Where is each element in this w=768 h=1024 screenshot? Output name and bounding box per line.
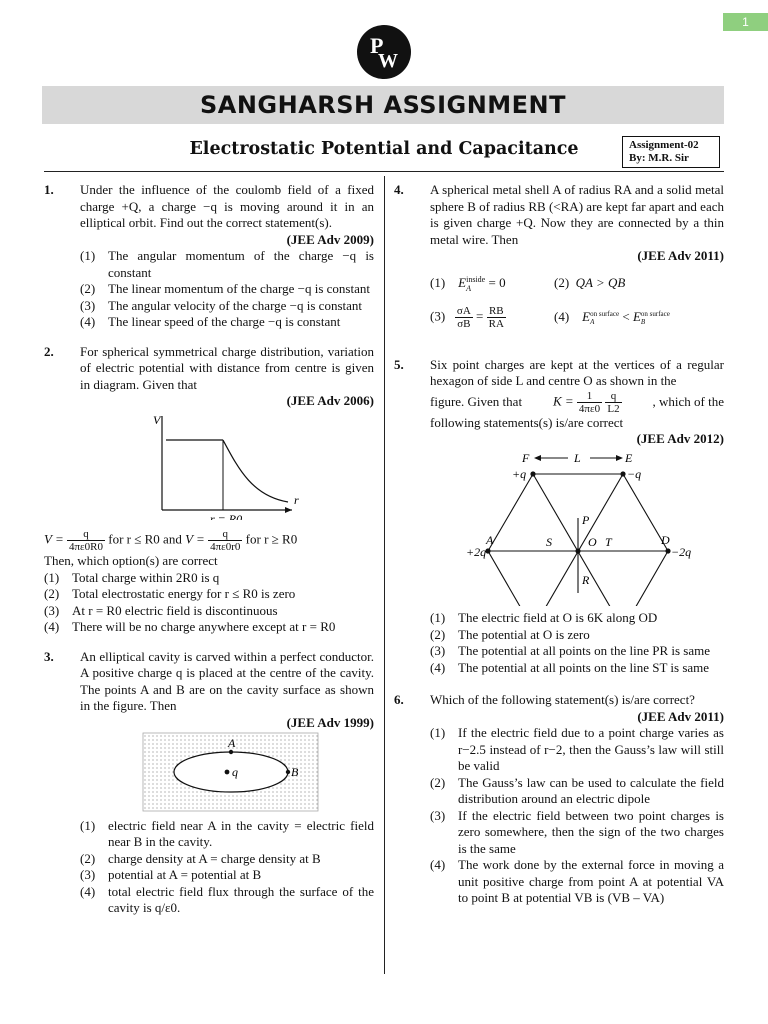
charge-f-label: +q <box>512 466 527 481</box>
vertex-e-label: E <box>625 450 633 465</box>
vertex-a-label: A <box>486 532 494 547</box>
question-3 <box>44 649 374 917</box>
cavity-figure <box>80 731 374 813</box>
question-text: Which of the following statement(s) is/are correct? <box>430 692 695 707</box>
question-number: 5. <box>394 356 404 372</box>
option-2: (2) Total electrostatic energy for r ≤ R0 is zero <box>44 586 296 601</box>
point-s-label: S <box>546 534 552 549</box>
charge-q-label: q <box>232 765 238 779</box>
option-2: (2) QA > QB <box>554 274 626 290</box>
option-3: (3) potential at A = potential at B <box>80 867 262 882</box>
exam-tag: (JEE Adv 2006) <box>286 393 374 408</box>
exam-tag: (JEE Adv 1999) <box>286 714 374 730</box>
assignment-info-box <box>622 136 720 168</box>
option-1: (1) E inside A = 0 <box>430 274 506 293</box>
potential-formula: V = $\frac{q}{4\pi\varepsilon 0R0}$ for r ≤ R0 and V = $\frac{q}{4\pi\varepsilon 0r0}$ for r ≥ R0 <box>44 528 298 553</box>
exam-tag: (JEE Adv 2011) <box>637 708 724 724</box>
v-axis-label: V <box>153 412 161 427</box>
option-4: (4) The work done by the external force in moving a unit positive charge from point A at potential VA to point B at potential VB is (VB – VA) <box>430 857 724 905</box>
option-1: (1) Total charge within 2R0 is q <box>44 569 220 585</box>
right-column <box>394 182 724 907</box>
option-2: (2) charge density at A = charge density at B <box>80 850 321 866</box>
option-3: (3) The angular velocity of the charge −q is constant <box>80 297 363 313</box>
option-4: (4) There will be no charge anywhere except at r = R0 <box>44 619 336 634</box>
options-lead: Then, which option(s) are correct <box>44 553 218 568</box>
options-list <box>430 610 724 676</box>
option-3: (3) $\frac{\sigma A}{\sigma B}$ = $\frac{RB}{RA}$ <box>430 304 504 330</box>
options-grid <box>430 269 724 339</box>
options-list <box>44 570 374 636</box>
option-4: (4) The potential at all points on the line ST is same <box>430 659 710 675</box>
question-4 <box>394 182 724 339</box>
assignment-banner <box>42 86 724 124</box>
question-1 <box>44 182 374 331</box>
option-4: (4) total electric field flux through the surface of the cavity is q/ε0. <box>80 883 374 915</box>
option-1: (1) If the electric field due to a point charge varies as r−2.5 instead of r−2, then the Gauss’s law will still be valid <box>430 725 724 773</box>
question-text: For spherical symmetrical charge distribution, variation of electric potential with distance from centre is given in diagram. Given that <box>80 343 374 392</box>
point-r-label: R <box>582 572 590 587</box>
r0-label: r = R0 <box>210 511 243 520</box>
question-number: 4. <box>394 182 404 197</box>
page-number: 1 <box>723 13 768 31</box>
question-number: 3. <box>44 648 54 664</box>
charge-e-label: −q <box>627 466 642 481</box>
option-4: (4) E on surface A < E on surface B <box>554 308 670 326</box>
option-3: (3) The potential at all points on the line PR is same <box>430 643 711 658</box>
banner-title: SANGHARSH ASSIGNMENT <box>199 91 567 119</box>
question-text-cont: following statements(s) is/are correct <box>430 414 624 430</box>
options-list <box>80 818 374 917</box>
exam-tag: (JEE Adv 2012) <box>636 431 724 446</box>
option-3: (3) If the electric field between two point charges is zero somewhere, then the sign of the two charges is the same <box>430 807 724 856</box>
question-number: 2. <box>44 343 54 359</box>
question-2 <box>44 344 374 636</box>
exam-tag: (JEE Adv 2011) <box>637 248 724 263</box>
question-text: An elliptical cavity is carved within a perfect conductor. A positive charge q is placed at the centre of the cavity. The points A and B are on the cavity surface as shown in the figure. Then <box>80 648 374 713</box>
pw-logo <box>357 25 411 79</box>
question-text: Under the influence of the coulomb field of a fixed charge +Q, a charge −q is moving around it in an elliptical orbit. Find out the correct statement(s). <box>80 182 374 230</box>
logo-letter-p: P <box>370 33 384 58</box>
exam-tag: (JEE Adv 2009) <box>286 231 374 247</box>
question-number: 1. <box>44 182 54 197</box>
column-divider <box>384 176 385 974</box>
option-1: (1) The electric field at O is 6K along OD <box>430 610 658 625</box>
question-number: 6. <box>394 692 404 707</box>
option-1: (1) The angular momentum of the charge −q is constant <box>80 248 374 280</box>
option-1: (1) electric field near A in the cavity = electric field near B in the cavity. <box>80 817 374 849</box>
point-p-label: P <box>582 512 590 527</box>
question-6 <box>394 692 724 907</box>
point-b-label: B <box>291 765 299 779</box>
option-4: (4) The linear speed of the charge −q is constant <box>80 314 341 329</box>
option-2: (2) The linear momentum of the charge −q is constant <box>80 281 370 296</box>
vertex-f-label: F <box>522 450 530 465</box>
options-list <box>430 725 724 907</box>
side-l-label: L <box>574 450 581 465</box>
question-5 <box>394 357 724 677</box>
header-divider <box>44 171 724 172</box>
r-axis-label: r <box>294 492 299 507</box>
charge-d-label: −2q <box>671 544 692 559</box>
charge-a-label: +2q <box>466 544 487 559</box>
logo-letter-w: W <box>378 50 398 72</box>
question-text: A spherical metal shell A of radius RA and a solid metal sphere B of radius RB (<RA) are kept far apart and each is given charge +Q. Now they are connected by a thin metal wire. Then <box>430 182 724 247</box>
potential-graph <box>80 410 374 520</box>
k-definition-line: figure. Given that K = $\frac{1}{4\pi\varepsilon 0}$ $\frac{q}{L2}$ , which of the <box>430 389 724 415</box>
assignment-number: Assignment-02 <box>629 139 699 151</box>
option-3: (3) At r = R0 electric field is discontinuous <box>44 602 278 618</box>
option-2: (2) The Gauss’s law can be used to calculate the field distribution around an electric dipole <box>430 774 724 806</box>
chapter-title: Electrostatic Potential and Capacitance <box>189 139 579 159</box>
assignment-author: By: M.R. Sir <box>629 152 689 164</box>
left-column <box>44 182 374 917</box>
option-2: (2) The potential at O is zero <box>430 626 590 642</box>
vertex-d-label: D <box>661 532 670 547</box>
point-t-label: T <box>605 534 612 549</box>
point-o-label: O <box>588 534 597 549</box>
hexagon-figure <box>430 448 724 606</box>
question-text: Six point charges are kept at the vertices of a regular hexagon of side L and centre O as shown in the <box>430 356 724 388</box>
options-list <box>80 248 374 331</box>
point-a-label: A <box>228 736 236 750</box>
